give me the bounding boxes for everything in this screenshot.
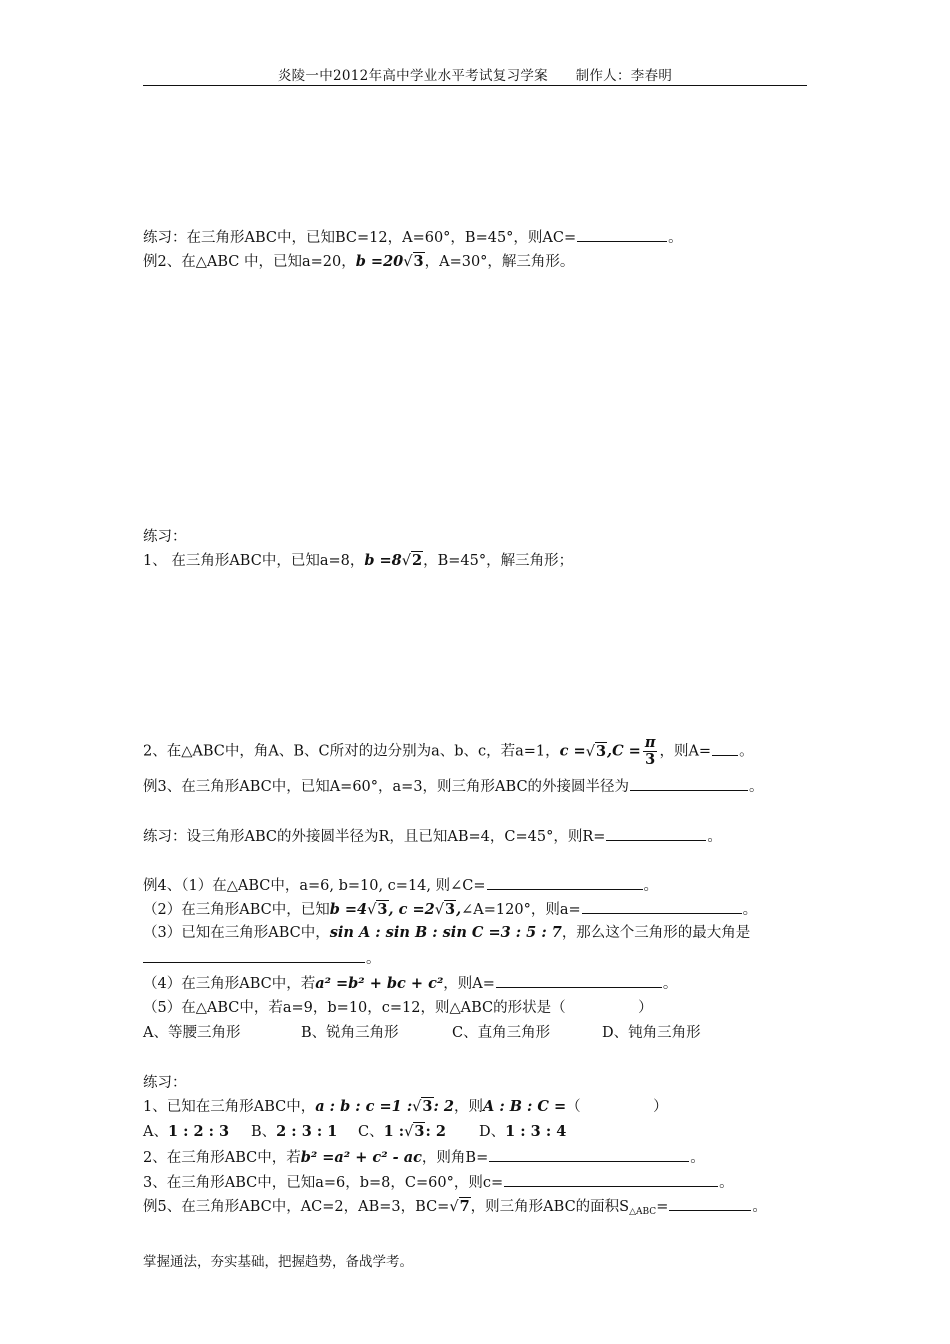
- page-header: 炎陵一中2012年高中学业水平考试复习学案 制作人：李春明: [277, 68, 673, 84]
- example-4-1-text: 例4、（1）在△ABC中，a=6, b=10, c=14, 则∠C=: [143, 878, 486, 894]
- answer-blank: [496, 973, 662, 988]
- math-b: b =4: [329, 901, 368, 918]
- example-4-4-text: （4）在三角形ABC中，若: [143, 976, 316, 992]
- option-a: A、1 : 2 : 3: [143, 1123, 230, 1140]
- answer-blank: [669, 1196, 751, 1211]
- option-a: A、等腰三角形: [143, 1025, 241, 1041]
- answer-blank: [504, 1172, 718, 1187]
- text-end: 。: [690, 1150, 705, 1166]
- exercise-1-text: 1、 在三角形ABC中，已知a=8，: [143, 553, 365, 569]
- exercise-3b-text: 3、在三角形ABC中，已知a=6，b=8，C=60°，则c=: [143, 1175, 504, 1191]
- text-end: 。: [749, 779, 764, 795]
- math-b: b =8: [364, 552, 402, 569]
- math-C: ,C =: [607, 742, 641, 760]
- text-end: 。: [662, 976, 678, 992]
- math-b: b =20: [355, 253, 404, 270]
- math-cosine-relation: b² =a² + c² - ac: [300, 1149, 422, 1166]
- option-c: C、1 :√3: 2: [358, 1123, 446, 1140]
- option-d: D、1 : 3 : 4: [479, 1123, 567, 1140]
- answer-blank: [582, 899, 742, 914]
- answer-blank: [712, 741, 738, 756]
- math-ratio: a : b : c =1 :: [315, 1098, 413, 1115]
- example-4-3-text: （3）已知在三角形ABC中，: [143, 925, 330, 941]
- example-4-2-text: （2）在三角形ABC中，已知: [143, 902, 330, 918]
- exercise-2-text: 2、在△ABC中，角A、B、C所对的边分别为a、b、c，若a=1，: [143, 743, 560, 760]
- exercise-2-rest: ，则A=: [659, 743, 712, 760]
- answer-blank: [489, 1147, 689, 1162]
- example-2-line: [143, 252, 574, 272]
- sqrt-3: √3: [412, 1098, 433, 1115]
- text-end: 。: [742, 902, 758, 918]
- text-end: 。: [739, 743, 754, 760]
- example-5-mid: ，则三角形ABC的面积S: [470, 1199, 630, 1215]
- example-4-3-line: [143, 923, 750, 943]
- answer-blank: [487, 875, 643, 890]
- option-b: B、锐角三角形: [301, 1025, 399, 1041]
- exercise-1b-mid: ，则: [454, 1099, 484, 1115]
- text-end: 。: [752, 1199, 767, 1215]
- math-ratio-end: : 2: [433, 1098, 455, 1115]
- example-4-1-line: [143, 875, 658, 896]
- option-c: C、直角三角形: [452, 1025, 551, 1041]
- example-5-text: 例5、在三角形ABC中，AC=2，AB=3，BC=: [143, 1199, 450, 1215]
- sqrt-7: √7: [449, 1198, 470, 1215]
- math-c: c =: [559, 742, 586, 760]
- exercise-1b-paren: （ ）: [566, 1099, 668, 1115]
- exercise-text: 练习：在三角形ABC中，已知BC=12，A=60°，B=45°，则AC=: [143, 230, 577, 246]
- example-4-3-answer-line: [143, 948, 381, 969]
- page-footer: 掌握通法，夯实基础，把握趋势，备战学考。: [143, 1254, 413, 1270]
- option-d: D、钝角三角形: [602, 1025, 701, 1041]
- text-end: 。: [366, 951, 381, 967]
- exercise-1-line: [143, 551, 573, 571]
- example-5-line: [143, 1196, 767, 1222]
- text-end: 。: [668, 230, 683, 246]
- exercise-1b-line: [143, 1097, 668, 1117]
- math-sine-ratio: sin A : sin B : sin C =3 : 5 : 7: [329, 924, 562, 941]
- exercise-1-rest: ，B=45°，解三角形；: [423, 553, 574, 569]
- example-2-rest: ，A=30°，解三角形。: [424, 254, 575, 270]
- example-4-2-rest: ∠A=120°，则a=: [461, 902, 581, 918]
- header-rule: [143, 85, 807, 86]
- exercise-heading: 练习：: [143, 529, 187, 545]
- example-2-text: 例2、在△ABC 中，已知a=20，: [143, 254, 356, 270]
- example-4-2-line: [143, 899, 757, 920]
- example-3-line: [143, 776, 764, 797]
- example-3-text: 例3、在三角形ABC中，已知A=60°，a=3，则三角形ABC的外接圆半径为: [143, 779, 630, 795]
- exercise-3b-line: [143, 1172, 734, 1193]
- area-subscript: △ABC: [629, 1207, 657, 1217]
- sqrt-3: √3: [403, 253, 424, 270]
- sqrt-3: √3: [367, 901, 388, 918]
- exercise-2b-text: 2、在三角形ABC中，若: [143, 1150, 301, 1166]
- exercise-2b-rest: ，则角B=: [421, 1150, 489, 1166]
- text-end: 。: [643, 878, 659, 894]
- exercise-2-line: [143, 735, 754, 768]
- sqrt-3: √3: [434, 901, 456, 918]
- text-end: 。: [719, 1175, 734, 1191]
- example-4-4-line: [143, 973, 677, 994]
- math-c: , c =2: [388, 901, 435, 918]
- answer-blank: [143, 948, 365, 963]
- answer-blank: [630, 776, 748, 791]
- math-comma: ,: [456, 901, 462, 918]
- exercise-heading: 练习：: [143, 1075, 187, 1091]
- exercise-2b-line: [143, 1147, 705, 1168]
- exercise-line: [143, 227, 683, 248]
- exercise-1b-text: 1、已知在三角形ABC中，: [143, 1099, 316, 1115]
- example-5-eq: =: [656, 1199, 669, 1215]
- exercise-3-line: [143, 826, 722, 847]
- exercise-3-text: 练习：设三角形ABC的外接圆半径为R，且已知AB=4，C=45°，则R=: [143, 829, 606, 845]
- math-angle-ratio: A : B : C =: [483, 1098, 567, 1115]
- answer-blank: [606, 826, 706, 841]
- example-4-5-line: （5）在△ABC中，若a=9，b=10，c=12，则△ABC的形状是（ ）: [143, 1000, 653, 1016]
- option-b: B、2 : 3 : 1: [251, 1123, 338, 1140]
- math-cosine-relation: a² =b² + bc + c²: [315, 975, 444, 992]
- sqrt-3: √3: [585, 742, 607, 760]
- text-end: 。: [707, 829, 722, 845]
- answer-blank: [577, 227, 667, 242]
- example-4-4-rest: ，则A=: [443, 976, 495, 992]
- example-4-3-rest: ，那么这个三角形的最大角是: [561, 925, 751, 941]
- sqrt-2: √2: [401, 552, 423, 569]
- fraction-pi-3: $\frac{\pi}{3}$: [644, 734, 656, 768]
